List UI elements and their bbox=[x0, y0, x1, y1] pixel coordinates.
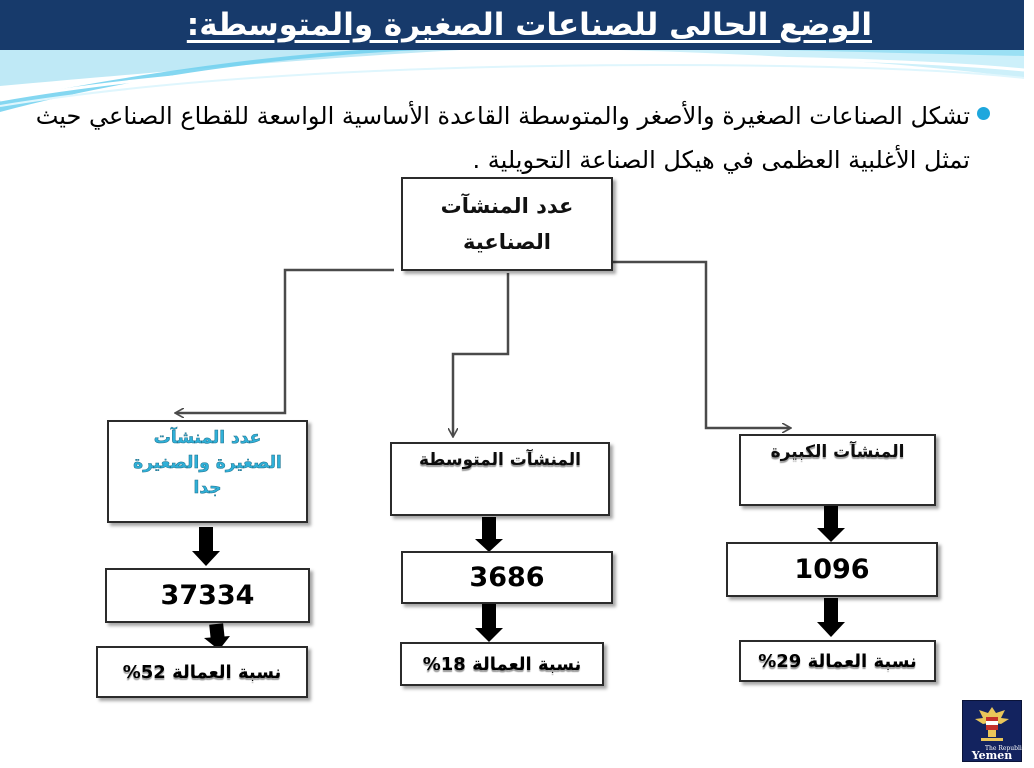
count-node-medium: 3686 bbox=[401, 551, 613, 604]
down-arrow-mid-1 bbox=[475, 517, 503, 552]
logo-small-text: The Republic Of bbox=[985, 745, 1034, 752]
connector-left bbox=[176, 270, 394, 413]
connector-middle bbox=[453, 273, 508, 436]
down-arrow-mid-2 bbox=[475, 603, 503, 642]
down-arrow-right-1 bbox=[817, 506, 845, 542]
count-node-small: 37334 bbox=[105, 568, 310, 623]
category-node-medium: المنشآت المتوسطة bbox=[390, 442, 610, 516]
category-node-small: عدد المنشآت الصغيرة والصغيرة جدا bbox=[107, 420, 308, 523]
share-node-small: نسبة العمالة 52% bbox=[96, 646, 308, 698]
down-arrow-right-2 bbox=[817, 598, 845, 637]
share-node-large: نسبة العمالة 29% bbox=[739, 640, 936, 682]
connector-right bbox=[610, 262, 790, 428]
category-node-large: المنشآت الكبيرة bbox=[739, 434, 936, 506]
share-node-medium: نسبة العمالة 18% bbox=[400, 642, 604, 686]
down-arrow-left-1 bbox=[192, 527, 220, 566]
yemen-emblem-logo bbox=[962, 700, 1034, 762]
count-node-large: 1096 bbox=[726, 542, 938, 597]
bullet-text: تشكل الصناعات الصغيرة والأصغر والمتوسطة القاعدة الأساسية الواسعة للقطاع الصناعي حيث تمثل الأغلبية العظمى في هيكل الصناعة التحويلية . bbox=[35, 102, 970, 174]
slide-title: الوضع الحالى للصناعات الصغيرة والمتوسطة: bbox=[186, 7, 872, 43]
eagle-emblem-icon bbox=[963, 701, 1021, 745]
logo-text: Yemen bbox=[971, 749, 1013, 762]
root-node: عدد المنشآت الصناعية bbox=[401, 177, 613, 271]
